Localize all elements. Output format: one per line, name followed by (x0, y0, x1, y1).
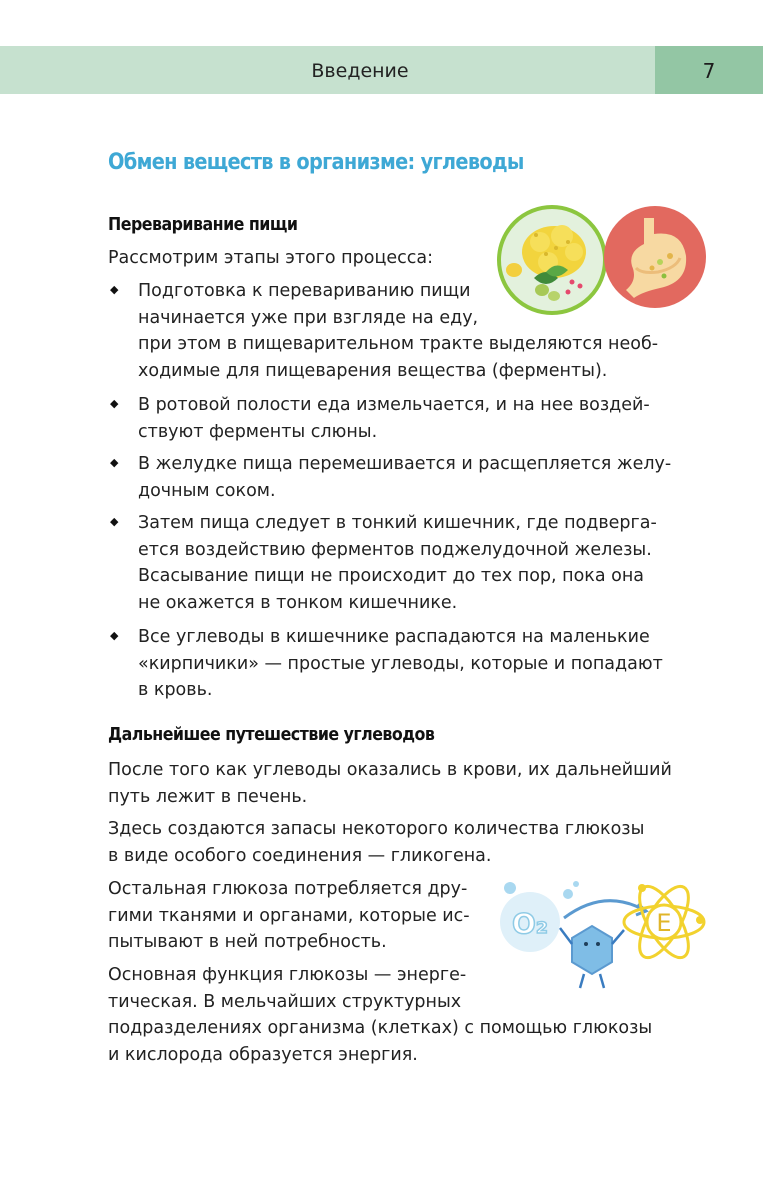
digestion-intro (108, 245, 433, 272)
bullet-line: ется воздействию ферментов поджелудочной железы. (138, 539, 652, 560)
bullet-line: В ротовой полости еда измельчается, и на нее воздей- (138, 395, 650, 415)
bullet-line: В желудке пища перемешивается и расщепляется желу- (138, 454, 672, 474)
para-line: Здесь создаются запасы некоторого количества глюкозы (108, 819, 645, 839)
bullet-line: не окажется в тонком кишечнике. (138, 592, 458, 613)
bullet-item-5 (138, 624, 663, 704)
para-line: Остальная глюкоза потребляется дру- (108, 879, 468, 899)
oxygen-label: O₂ (511, 907, 549, 940)
journey-paragraph-2 (108, 816, 658, 869)
bullet-line: дочным соком. (138, 480, 276, 501)
bullet-item-3 (138, 451, 672, 504)
bullet-marker: ◆ (110, 515, 119, 528)
para-line: гими тканями и органами, которые ис- (108, 905, 470, 926)
bullet-item-2 (138, 392, 658, 445)
bullet-line: при этом в пищеварительном тракте выделяются необ- (138, 334, 659, 354)
page-number: 7 (702, 59, 716, 83)
bullet-line: Все углеводы в кишечнике распадаются на маленькие (138, 627, 650, 647)
food-plate-icon (496, 204, 608, 316)
journey-heading: Дальнейшее путешествие углеводов (108, 724, 435, 745)
glucose-energy-diagram (494, 880, 708, 996)
para-line: подразделениях организма (клетках) с помощью глюкозы (108, 1018, 653, 1038)
bullet-item-4 (138, 510, 658, 616)
para-line: Основная функция глюкозы — энерге- (108, 965, 467, 985)
bullet-line: Подготовка к перевариванию пищи (138, 281, 471, 301)
intro-line: Рассмотрим этапы этого процесса: (108, 248, 433, 268)
bullet-line: Всасывание пищи не происходит до тех пор, пока она (138, 566, 645, 586)
bullet-line: ходимые для пищеварения вещества (ферменты). (138, 360, 608, 381)
glucose-molecule-icon (572, 926, 612, 974)
bullet-marker: ◆ (110, 629, 119, 642)
bullet-line: в кровь. (138, 680, 213, 700)
journey-paragraph-3 (108, 876, 488, 956)
para-line: в виде особого соединения — гликогена. (108, 845, 492, 866)
section-title: Обмен веществ в организме: углеводы (108, 150, 524, 175)
journey-paragraph-1 (108, 757, 672, 810)
para-line: тическая. В мельчайших структурных (108, 991, 462, 1012)
bullet-line: «кирпичики» — простые углеводы, которые и попадают (138, 653, 663, 674)
bullet-marker: ◆ (110, 283, 119, 296)
bullet-line: начинается уже при взгляде на еду, (138, 307, 479, 328)
para-line: пытывают в ней потребность. (108, 932, 387, 952)
bullet-marker: ◆ (110, 397, 119, 410)
stomach-icon (602, 204, 708, 310)
digestion-heading: Переваривание пищи (108, 214, 298, 235)
para-line: путь лежит в печень. (108, 786, 308, 807)
bullet-line: Затем пища следует в тонкий кишечник, где подверга- (138, 513, 657, 533)
bullet-marker: ◆ (110, 456, 119, 469)
para-line: и кислорода образуется энергия. (108, 1044, 418, 1065)
para-line: После того как углеводы оказались в крови, их дальнейший (108, 760, 672, 780)
bullet-line: ствуют ферменты слюны. (138, 421, 378, 442)
energy-label: E (656, 909, 672, 937)
chapter-title: Введение (311, 60, 409, 82)
